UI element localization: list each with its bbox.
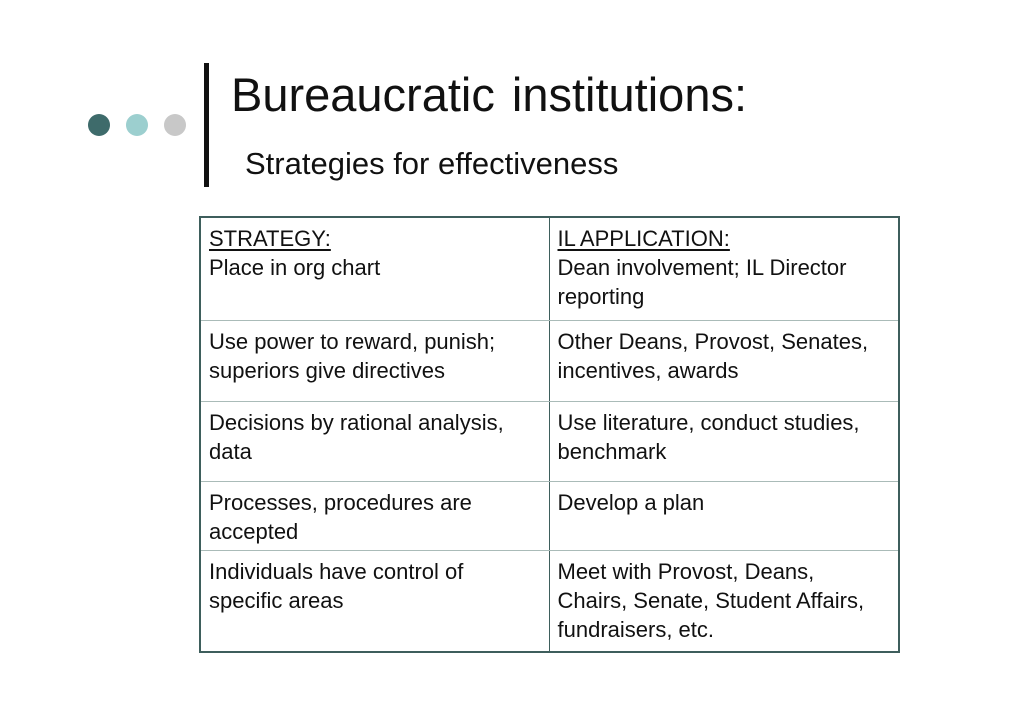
application-cell (549, 217, 899, 321)
table-row (200, 402, 899, 482)
dot-light-teal (126, 114, 148, 136)
strategy-table (199, 216, 900, 653)
strategy-cell (200, 551, 549, 653)
application-cell (549, 321, 899, 402)
strategy-text: Decisions by rational analysis, data (209, 410, 504, 464)
slide-title: Bureaucratic institutions: (231, 68, 748, 121)
dot-gray (164, 114, 186, 136)
title-divider-bar (204, 63, 209, 187)
application-cell (549, 482, 899, 551)
dot-dark-teal (88, 114, 110, 136)
strategy-text: Individuals have control of specific areas (209, 559, 464, 613)
application-cell (549, 402, 899, 482)
strategy-cell (200, 217, 549, 321)
strategy-header: STRATEGY: (209, 226, 331, 251)
strategy-cell (200, 402, 549, 482)
slide-subtitle: Strategies for effectiveness (245, 146, 619, 181)
strategy-text: Place in org chart (209, 255, 381, 280)
table-row (200, 217, 899, 321)
strategy-text: Processes, procedures are accepted (209, 490, 472, 544)
application-text: Meet with Provost, Deans, Chairs, Senate, Student Affairs, fundraisers, etc. (557, 559, 865, 642)
strategy-cell (200, 321, 549, 402)
strategy-text: Use power to reward, punish; superiors give directives (209, 329, 496, 383)
table-row (200, 551, 899, 653)
strategy-cell (200, 482, 549, 551)
application-header: IL APPLICATION: (557, 226, 730, 251)
application-text: Dean involvement; IL Director reporting (557, 255, 847, 309)
table-row (200, 321, 899, 402)
application-cell (549, 551, 899, 653)
application-text: Use literature, conduct studies, benchmark (557, 410, 860, 464)
table-row (200, 482, 899, 551)
application-text: Develop a plan (557, 490, 705, 515)
decorative-dots (88, 114, 188, 138)
application-text: Other Deans, Provost, Senates, incentives, awards (557, 329, 869, 383)
